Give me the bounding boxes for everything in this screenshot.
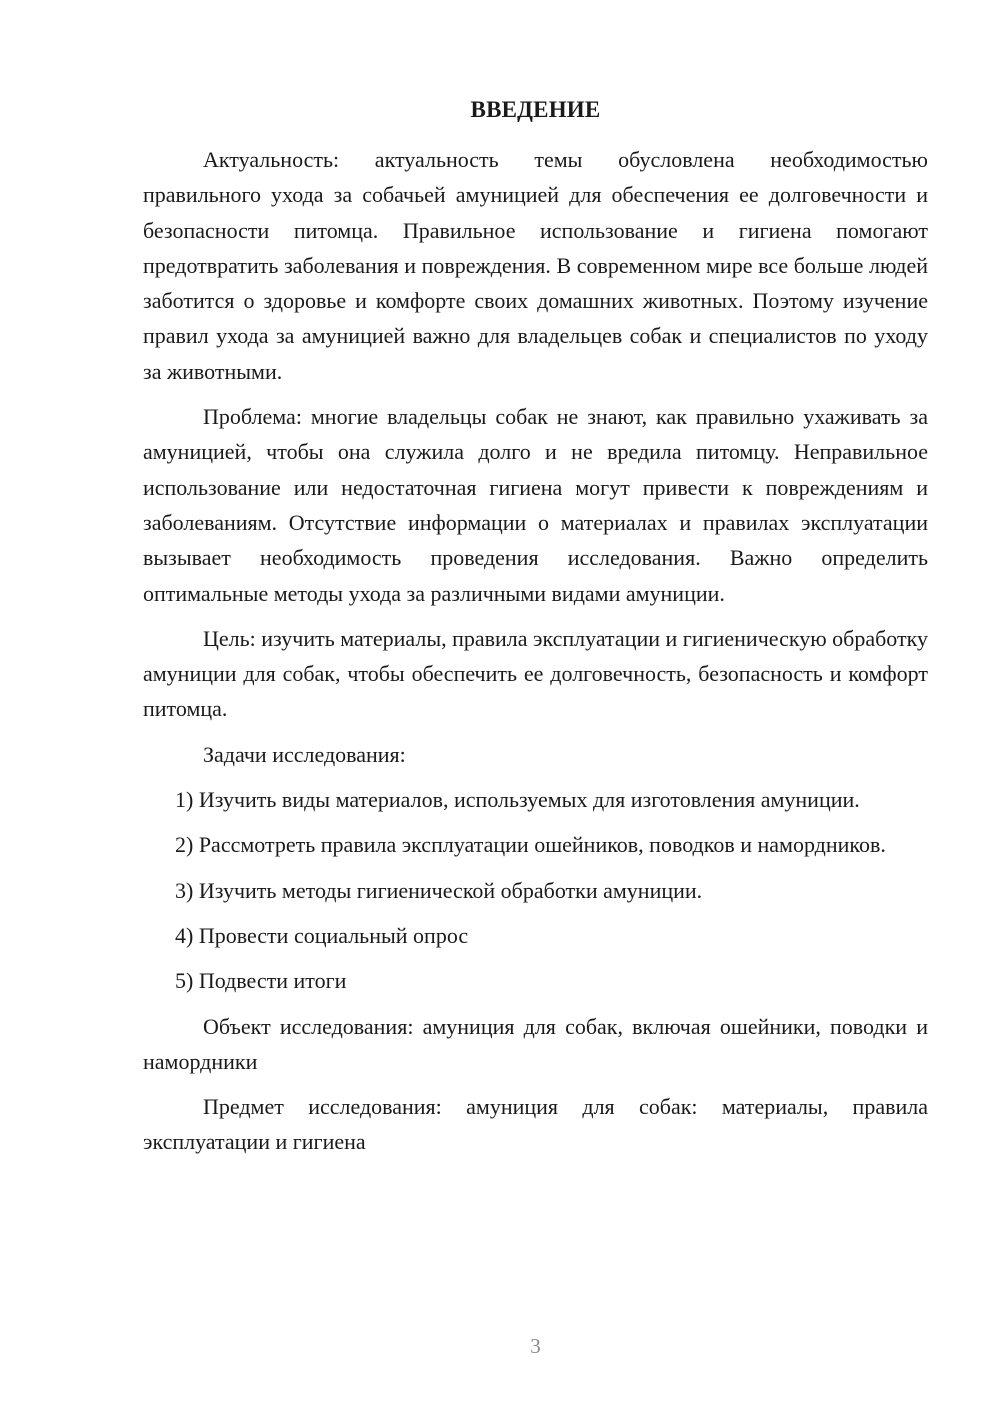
paragraph-goal: Цель: изучить материалы, правила эксплуатации и гигиеническую обработку амуниции для собак, чтобы обеспечить ее долговечность, безопасность и комфорт питомца. <box>143 625 929 722</box>
paragraph-object: Объект исследования: амуниция для собак, включая ошейники, поводки и намордники <box>143 1013 928 1074</box>
page-number: 3 <box>530 1334 541 1358</box>
paragraph-subject: Предмет исследования: амуниция для собак: материалы, правила эксплуатации и гигиена <box>143 1094 928 1155</box>
task-item: 3) Изучить методы гигиенической обработки амуниции. <box>175 877 703 903</box>
paragraph-relevance: Актуальность: актуальность темы обусловлена необходимостью правильного ухода за собачьей амуницией для обеспечения ее долговечности и безопасности питомца. Правильное использование и гигиена помогают предотвратить заболевания и повреждения. В современном мире все больше людей заботится о здоровье и комфорте своих домашних животных. Поэтому изучение правил ухода за амуницией важно для владельцев собак и специалистов по уходу за животными. <box>143 147 928 384</box>
task-item: 1) Изучить виды материалов, используемых для изготовления амуниции. <box>175 787 860 813</box>
task-item: 4) Провести социальный опрос <box>175 922 469 948</box>
task-item: 5) Подвести итоги <box>175 968 347 994</box>
page-title: ВВЕДЕНИЕ <box>470 97 601 122</box>
paragraph-problem: Проблема: многие владельцы собак не знают, как правильно ухаживать за амуницией, чтобы она служила долго и не вредила питомцу. Неправильное использование или недостаточная гигиена могут привести к повреждениям и заболеваниям. Отсутствие информации о материалах и правилах эксплуатации вызывает необходимость проведения исследования. Важно определить оптимальные методы ухода за различными видами амуниции. <box>143 404 928 606</box>
document-body <box>143 142 928 1170</box>
task-item: 2) Рассмотреть правила эксплуатации ошейников, поводков и намордников. <box>175 832 886 858</box>
document-page <box>143 0 928 1414</box>
paragraph-tasks-heading: Задачи исследования: <box>203 741 406 767</box>
